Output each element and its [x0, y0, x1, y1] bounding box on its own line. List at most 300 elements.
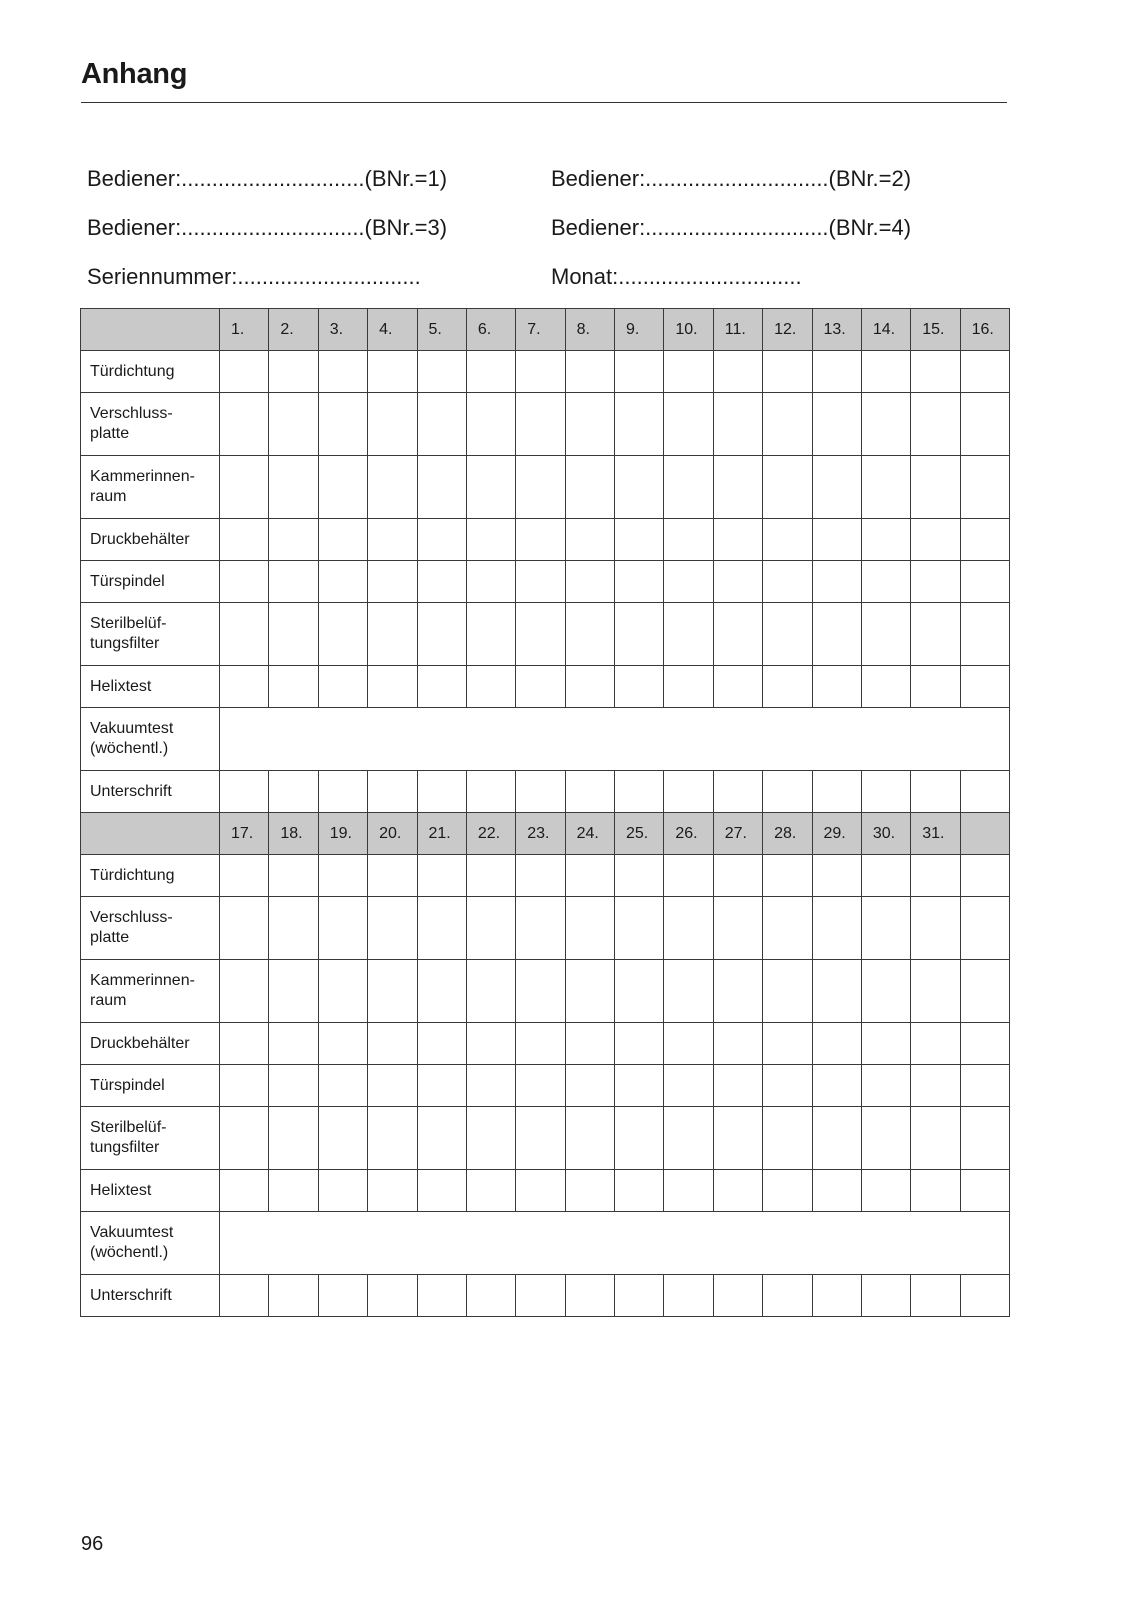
day-header-cell: 14. — [861, 309, 910, 351]
entry-cell[interactable] — [812, 1170, 861, 1212]
entry-cell[interactable] — [763, 855, 812, 897]
entry-cell[interactable] — [713, 855, 762, 897]
entry-cell[interactable] — [516, 1107, 565, 1170]
row-label-line: Verschluss- — [90, 909, 173, 926]
entry-cell[interactable] — [318, 1275, 367, 1317]
entry-cell[interactable] — [713, 960, 762, 1023]
entry-cell[interactable] — [960, 603, 1009, 666]
entry-cell[interactable] — [368, 666, 417, 708]
entry-cell[interactable] — [615, 519, 664, 561]
day-header-cell: 11. — [713, 309, 762, 351]
entry-cell[interactable] — [615, 603, 664, 666]
entry-cell[interactable] — [269, 1023, 318, 1065]
entry-cell[interactable] — [220, 603, 269, 666]
entry-cell[interactable] — [763, 771, 812, 813]
entry-cell[interactable] — [861, 603, 910, 666]
day-header-cell: 10. — [664, 309, 713, 351]
entry-cell[interactable] — [269, 666, 318, 708]
entry-cell[interactable] — [763, 897, 812, 960]
entry-cell[interactable] — [368, 1065, 417, 1107]
entry-cell[interactable] — [664, 603, 713, 666]
entry-cell[interactable] — [516, 666, 565, 708]
entry-cell[interactable] — [220, 519, 269, 561]
entry-cell[interactable] — [960, 393, 1009, 456]
entry-cell[interactable] — [615, 1023, 664, 1065]
entry-cell[interactable] — [664, 960, 713, 1023]
entry-cell[interactable] — [615, 771, 664, 813]
entry-cell[interactable] — [565, 519, 614, 561]
entry-cell[interactable] — [861, 561, 910, 603]
entry-cell[interactable] — [713, 1023, 762, 1065]
entry-cell[interactable] — [565, 771, 614, 813]
entry-cell[interactable] — [318, 666, 367, 708]
entry-cell[interactable] — [368, 855, 417, 897]
entry-cell[interactable] — [466, 855, 515, 897]
entry-cell[interactable] — [812, 1107, 861, 1170]
entry-cell[interactable] — [911, 456, 960, 519]
entry-cell[interactable] — [763, 393, 812, 456]
entry-cell[interactable] — [318, 960, 367, 1023]
maintenance-log-table — [80, 308, 1010, 1317]
entry-cell[interactable] — [269, 1107, 318, 1170]
entry-cell[interactable] — [713, 351, 762, 393]
entry-cell[interactable] — [220, 393, 269, 456]
row-label — [81, 1170, 220, 1212]
entry-cell[interactable] — [960, 1023, 1009, 1065]
row-label-line: Türdichtung — [90, 362, 175, 380]
entry-cell[interactable] — [368, 561, 417, 603]
row-label-line: Türdichtung — [90, 866, 175, 884]
entry-cell[interactable] — [763, 1170, 812, 1212]
entry-cell[interactable] — [615, 351, 664, 393]
entry-cell[interactable] — [220, 1275, 269, 1317]
entry-cell[interactable] — [664, 351, 713, 393]
entry-cell[interactable] — [318, 1107, 367, 1170]
day-header-cell: 6. — [466, 309, 515, 351]
entry-cell[interactable] — [861, 855, 910, 897]
entry-cell[interactable] — [911, 519, 960, 561]
day-header-cell: 23. — [516, 813, 565, 855]
row-label-line: Sterilbelüf- — [90, 1119, 167, 1136]
entry-cell[interactable] — [713, 393, 762, 456]
entry-cell[interactable] — [417, 1275, 466, 1317]
entry-cell[interactable] — [565, 897, 614, 960]
entry-cell[interactable] — [368, 351, 417, 393]
entry-cell[interactable] — [812, 771, 861, 813]
entry-cell[interactable] — [812, 666, 861, 708]
entry-cell[interactable] — [220, 1023, 269, 1065]
row-label-line: Vakuumtest — [90, 720, 174, 737]
entry-cell[interactable] — [269, 1275, 318, 1317]
day-header-cell: 19. — [318, 813, 367, 855]
entry-cell[interactable] — [466, 1170, 515, 1212]
table-row — [81, 1107, 1010, 1170]
entry-cell[interactable] — [664, 519, 713, 561]
table-row — [81, 1170, 1010, 1212]
entry-cell[interactable] — [466, 603, 515, 666]
entry-cell[interactable] — [417, 603, 466, 666]
entry-cell[interactable] — [269, 519, 318, 561]
entry-cell[interactable] — [713, 1275, 762, 1317]
entry-cell[interactable] — [911, 1275, 960, 1317]
entry-cell[interactable] — [269, 351, 318, 393]
entry-cell[interactable] — [812, 393, 861, 456]
entry-cell[interactable] — [466, 1107, 515, 1170]
entry-cell[interactable] — [269, 1170, 318, 1212]
entry-cell[interactable] — [220, 1065, 269, 1107]
entry-cell[interactable] — [368, 1275, 417, 1317]
entry-cell[interactable] — [664, 1023, 713, 1065]
entry-cell[interactable] — [812, 561, 861, 603]
entry-cell[interactable] — [565, 855, 614, 897]
day-header-cell: 4. — [368, 309, 417, 351]
entry-cell[interactable] — [911, 960, 960, 1023]
page-title: Anhang — [81, 58, 188, 90]
entry-cell[interactable] — [220, 855, 269, 897]
entry-cell[interactable] — [960, 771, 1009, 813]
entry-cell[interactable] — [318, 393, 367, 456]
entry-cell[interactable] — [516, 1023, 565, 1065]
entry-cell[interactable] — [812, 351, 861, 393]
entry-cell[interactable] — [318, 1023, 367, 1065]
entry-cell[interactable] — [368, 1023, 417, 1065]
row-label — [81, 1275, 220, 1317]
entry-cell[interactable] — [565, 393, 614, 456]
entry-cell[interactable] — [911, 1107, 960, 1170]
entry-cell[interactable] — [516, 1275, 565, 1317]
entry-cell[interactable] — [615, 456, 664, 519]
entry-cell[interactable] — [960, 897, 1009, 960]
entry-cell[interactable] — [713, 1107, 762, 1170]
entry-cell[interactable] — [960, 519, 1009, 561]
entry-cell[interactable] — [664, 456, 713, 519]
row-label — [81, 351, 220, 393]
entry-cell[interactable] — [269, 603, 318, 666]
entry-cell[interactable] — [713, 666, 762, 708]
entry-cell[interactable] — [318, 456, 367, 519]
entry-cell[interactable] — [713, 1065, 762, 1107]
entry-cell[interactable] — [417, 771, 466, 813]
entry-cell[interactable] — [516, 1170, 565, 1212]
entry-cell[interactable] — [417, 561, 466, 603]
entry-cell[interactable] — [664, 771, 713, 813]
entry-cell[interactable] — [565, 456, 614, 519]
entry-cell[interactable] — [615, 1065, 664, 1107]
entry-cell[interactable] — [318, 351, 367, 393]
entry-cell[interactable] — [861, 1275, 910, 1317]
entry-cell[interactable] — [812, 960, 861, 1023]
entry-cell[interactable] — [763, 960, 812, 1023]
entry-cell[interactable] — [269, 897, 318, 960]
entry-cell[interactable] — [565, 1170, 614, 1212]
table-row — [81, 960, 1010, 1023]
entry-cell[interactable] — [861, 771, 910, 813]
entry-cell[interactable] — [516, 519, 565, 561]
entry-cell[interactable] — [318, 519, 367, 561]
entry-cell[interactable] — [763, 561, 812, 603]
entry-cell[interactable] — [466, 1023, 515, 1065]
entry-cell[interactable] — [220, 1170, 269, 1212]
entry-cell[interactable] — [960, 1170, 1009, 1212]
day-header-cell: 22. — [466, 813, 515, 855]
entry-cell[interactable] — [812, 603, 861, 666]
entry-cell[interactable] — [269, 393, 318, 456]
entry-cell[interactable] — [861, 519, 910, 561]
entry-cell[interactable] — [763, 456, 812, 519]
entry-cell[interactable] — [664, 1275, 713, 1317]
weekly-entry-cell[interactable] — [220, 1212, 1010, 1275]
entry-cell[interactable] — [911, 393, 960, 456]
entry-cell[interactable] — [812, 1023, 861, 1065]
row-label — [81, 1023, 220, 1065]
entry-cell[interactable] — [960, 351, 1009, 393]
entry-cell[interactable] — [713, 519, 762, 561]
entry-cell[interactable] — [615, 561, 664, 603]
entry-cell[interactable] — [960, 1065, 1009, 1107]
entry-cell[interactable] — [911, 666, 960, 708]
entry-cell[interactable] — [516, 897, 565, 960]
entry-cell[interactable] — [911, 603, 960, 666]
entry-cell[interactable] — [417, 855, 466, 897]
row-label — [81, 561, 220, 603]
entry-cell[interactable] — [861, 960, 910, 1023]
entry-cell[interactable] — [763, 351, 812, 393]
entry-cell[interactable] — [269, 1065, 318, 1107]
entry-cell[interactable] — [368, 456, 417, 519]
table-row — [81, 1212, 1010, 1275]
entry-cell[interactable] — [466, 351, 515, 393]
day-header-cell: 27. — [713, 813, 762, 855]
entry-cell[interactable] — [861, 1023, 910, 1065]
entry-cell[interactable] — [417, 1170, 466, 1212]
entry-cell[interactable] — [812, 519, 861, 561]
entry-cell[interactable] — [615, 960, 664, 1023]
entry-cell[interactable] — [466, 456, 515, 519]
entry-cell[interactable] — [220, 960, 269, 1023]
entry-cell[interactable] — [466, 960, 515, 1023]
entry-cell[interactable] — [713, 561, 762, 603]
entry-cell[interactable] — [318, 1065, 367, 1107]
entry-cell[interactable] — [368, 1170, 417, 1212]
entry-cell[interactable] — [417, 519, 466, 561]
entry-cell[interactable] — [615, 666, 664, 708]
entry-cell[interactable] — [911, 561, 960, 603]
entry-cell[interactable] — [466, 393, 515, 456]
entry-cell[interactable] — [466, 771, 515, 813]
entry-cell[interactable] — [861, 666, 910, 708]
entry-cell[interactable] — [664, 897, 713, 960]
entry-cell[interactable] — [417, 1023, 466, 1065]
entry-cell[interactable] — [960, 1275, 1009, 1317]
entry-cell[interactable] — [368, 603, 417, 666]
entry-cell[interactable] — [220, 897, 269, 960]
entry-cell[interactable] — [664, 561, 713, 603]
entry-cell[interactable] — [812, 855, 861, 897]
entry-cell[interactable] — [861, 456, 910, 519]
entry-cell[interactable] — [516, 456, 565, 519]
entry-cell[interactable] — [269, 960, 318, 1023]
entry-cell[interactable] — [763, 519, 812, 561]
entry-cell[interactable] — [713, 1170, 762, 1212]
entry-cell[interactable] — [516, 771, 565, 813]
entry-cell[interactable] — [664, 1170, 713, 1212]
entry-cell[interactable] — [565, 603, 614, 666]
table-row — [81, 708, 1010, 771]
entry-cell[interactable] — [713, 603, 762, 666]
entry-cell[interactable] — [466, 666, 515, 708]
entry-cell[interactable] — [269, 855, 318, 897]
entry-cell[interactable] — [664, 666, 713, 708]
entry-cell[interactable] — [466, 519, 515, 561]
entry-cell[interactable] — [565, 666, 614, 708]
entry-cell[interactable] — [466, 1275, 515, 1317]
entry-cell[interactable] — [417, 1065, 466, 1107]
entry-cell[interactable] — [565, 1275, 614, 1317]
entry-cell[interactable] — [466, 1065, 515, 1107]
entry-cell[interactable] — [911, 351, 960, 393]
entry-cell[interactable] — [763, 1023, 812, 1065]
entry-cell[interactable] — [318, 1170, 367, 1212]
entry-cell[interactable] — [713, 456, 762, 519]
entry-cell[interactable] — [615, 1170, 664, 1212]
entry-cell[interactable] — [516, 960, 565, 1023]
entry-cell[interactable] — [318, 855, 367, 897]
entry-cell[interactable] — [615, 1275, 664, 1317]
header-corner-cell — [81, 813, 220, 855]
day-header-row — [81, 309, 1010, 351]
entry-cell[interactable] — [220, 771, 269, 813]
entry-cell[interactable] — [861, 1065, 910, 1107]
entry-cell[interactable] — [812, 456, 861, 519]
entry-cell[interactable] — [911, 897, 960, 960]
entry-cell[interactable] — [960, 855, 1009, 897]
entry-cell[interactable] — [861, 393, 910, 456]
entry-cell[interactable] — [861, 351, 910, 393]
entry-cell[interactable] — [763, 1275, 812, 1317]
entry-cell[interactable] — [318, 771, 367, 813]
table-row — [81, 1065, 1010, 1107]
entry-cell[interactable] — [466, 561, 515, 603]
row-label — [81, 1065, 220, 1107]
entry-cell[interactable] — [368, 897, 417, 960]
entry-cell[interactable] — [911, 1023, 960, 1065]
table-row — [81, 561, 1010, 603]
entry-cell[interactable] — [269, 456, 318, 519]
entry-cell[interactable] — [911, 771, 960, 813]
day-header-cell: 20. — [368, 813, 417, 855]
day-header-cell: 7. — [516, 309, 565, 351]
entry-cell[interactable] — [516, 351, 565, 393]
entry-cell[interactable] — [516, 1065, 565, 1107]
entry-cell[interactable] — [911, 1065, 960, 1107]
entry-cell[interactable] — [812, 1275, 861, 1317]
entry-cell[interactable] — [516, 603, 565, 666]
entry-cell[interactable] — [318, 561, 367, 603]
entry-cell[interactable] — [220, 561, 269, 603]
entry-cell[interactable] — [615, 393, 664, 456]
entry-cell[interactable] — [368, 519, 417, 561]
entry-cell[interactable] — [664, 1107, 713, 1170]
entry-cell[interactable] — [417, 456, 466, 519]
entry-cell[interactable] — [664, 393, 713, 456]
month-field: Monat:.............................. — [551, 264, 802, 289]
entry-cell[interactable] — [368, 960, 417, 1023]
day-header-row — [81, 813, 1010, 855]
entry-cell[interactable] — [368, 393, 417, 456]
entry-cell[interactable] — [220, 456, 269, 519]
entry-cell[interactable] — [368, 771, 417, 813]
row-label-line: Helixtest — [90, 677, 152, 695]
entry-cell[interactable] — [516, 393, 565, 456]
entry-cell[interactable] — [417, 393, 466, 456]
entry-cell[interactable] — [565, 351, 614, 393]
entry-cell[interactable] — [763, 1065, 812, 1107]
entry-cell[interactable] — [763, 666, 812, 708]
entry-cell[interactable] — [565, 1023, 614, 1065]
entry-cell[interactable] — [220, 351, 269, 393]
entry-cell[interactable] — [466, 897, 515, 960]
entry-cell[interactable] — [417, 351, 466, 393]
weekly-entry-cell[interactable] — [220, 708, 1010, 771]
entry-cell[interactable] — [960, 561, 1009, 603]
entry-cell[interactable] — [911, 1170, 960, 1212]
entry-cell[interactable] — [911, 855, 960, 897]
entry-cell[interactable] — [664, 1065, 713, 1107]
entry-cell[interactable] — [713, 771, 762, 813]
entry-cell[interactable] — [417, 960, 466, 1023]
entry-cell[interactable] — [368, 1107, 417, 1170]
entry-cell[interactable] — [565, 561, 614, 603]
entry-cell[interactable] — [861, 1170, 910, 1212]
entry-cell[interactable] — [861, 1107, 910, 1170]
entry-cell[interactable] — [960, 666, 1009, 708]
row-label-line: Druckbehälter — [90, 530, 190, 548]
entry-cell[interactable] — [615, 1107, 664, 1170]
entry-cell[interactable] — [713, 897, 762, 960]
entry-cell[interactable] — [318, 897, 367, 960]
entry-cell[interactable] — [812, 1065, 861, 1107]
entry-cell[interactable] — [269, 771, 318, 813]
row-label — [81, 666, 220, 708]
entry-cell[interactable] — [565, 960, 614, 1023]
entry-cell[interactable] — [960, 1107, 1009, 1170]
entry-cell[interactable] — [664, 855, 713, 897]
entry-cell[interactable] — [269, 561, 318, 603]
entry-cell[interactable] — [615, 897, 664, 960]
entry-cell[interactable] — [615, 855, 664, 897]
operator-4-field: Bediener:..............................(BNr.=4) — [551, 215, 912, 240]
entry-cell[interactable] — [763, 603, 812, 666]
entry-cell[interactable] — [417, 666, 466, 708]
day-header-cell: 16. — [960, 309, 1009, 351]
entry-cell[interactable] — [516, 855, 565, 897]
entry-cell[interactable] — [417, 897, 466, 960]
entry-cell[interactable] — [960, 960, 1009, 1023]
header-corner-cell — [81, 309, 220, 351]
entry-cell[interactable] — [220, 1107, 269, 1170]
entry-cell[interactable] — [417, 1107, 466, 1170]
day-header-cell: 25. — [615, 813, 664, 855]
entry-cell[interactable] — [960, 456, 1009, 519]
entry-cell[interactable] — [565, 1107, 614, 1170]
entry-cell[interactable] — [516, 561, 565, 603]
entry-cell[interactable] — [861, 897, 910, 960]
entry-cell[interactable] — [220, 666, 269, 708]
entry-cell[interactable] — [565, 1065, 614, 1107]
entry-cell[interactable] — [812, 897, 861, 960]
entry-cell[interactable] — [318, 603, 367, 666]
entry-cell[interactable] — [763, 1107, 812, 1170]
